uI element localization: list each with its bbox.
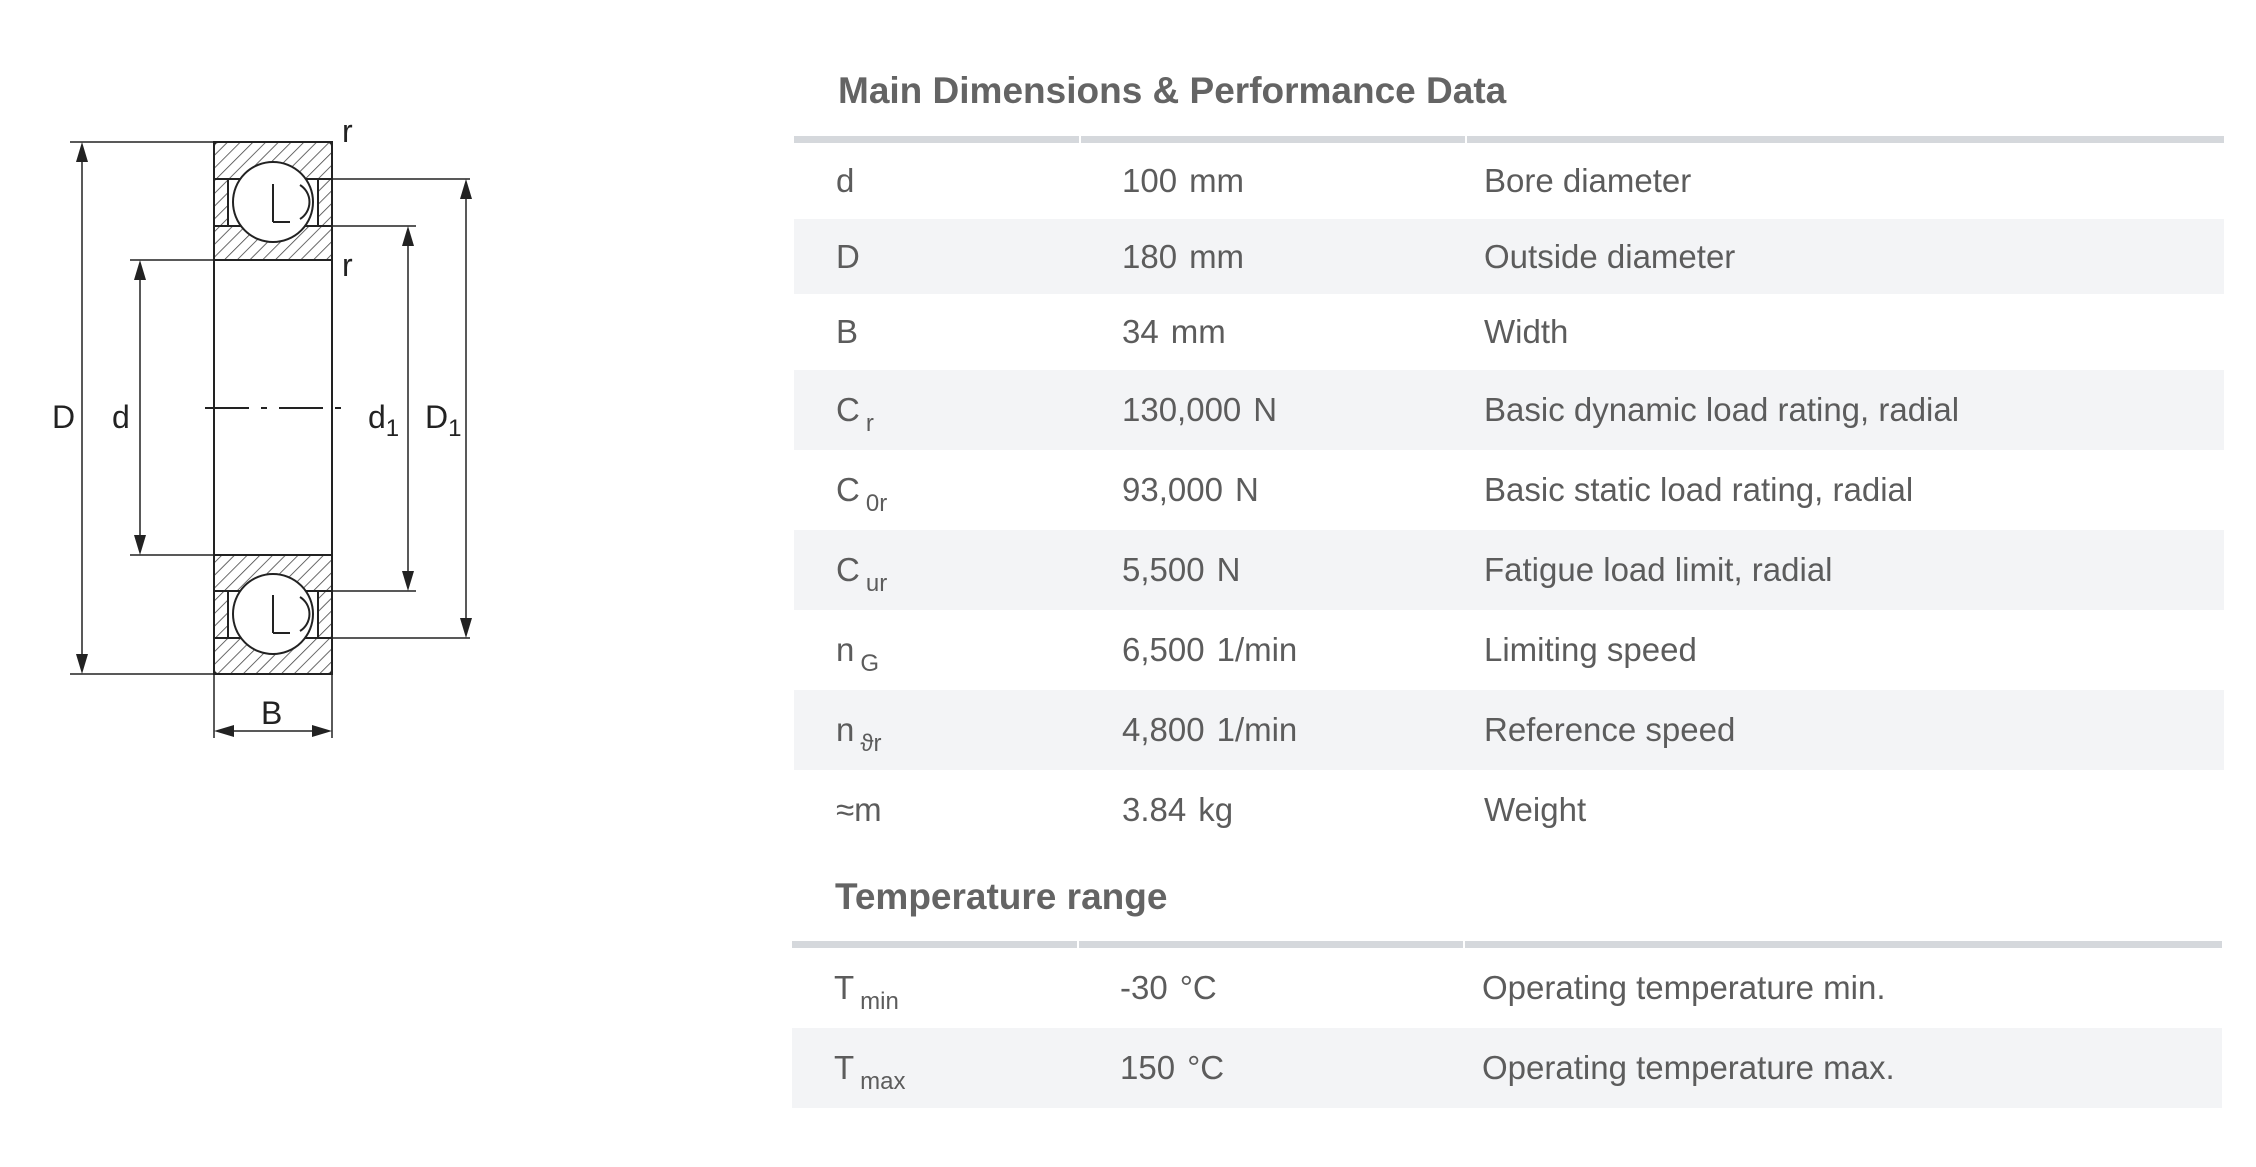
symbol-subscript: min [860, 988, 899, 1015]
label-r-top: r [342, 113, 353, 149]
symbol: T [834, 1049, 855, 1086]
description-cell: Basic dynamic load rating, radial [1466, 370, 2224, 450]
table-row [794, 530, 2224, 610]
value-cell [1078, 948, 1464, 1028]
unit: mm [1189, 162, 1245, 199]
symbol: B [836, 313, 859, 350]
value: 5,500 [1122, 551, 1205, 588]
symbol-cell [794, 690, 1080, 770]
value-cell [1080, 143, 1466, 219]
main-dimensions-table [794, 136, 2224, 850]
value-cell [1078, 1028, 1464, 1108]
table-row [794, 370, 2224, 450]
value: 180 [1122, 237, 1178, 275]
description-cell: Limiting speed [1484, 631, 1697, 668]
symbol-cell [794, 610, 1080, 690]
symbol-cell [794, 530, 1080, 610]
table-row [794, 770, 2224, 850]
description-cell: Bore diameter [1484, 162, 1692, 199]
label-D1: $D_1$ [425, 399, 462, 442]
label-d: d [112, 399, 130, 435]
table-row [792, 948, 2222, 1028]
symbol-cell [792, 1028, 1078, 1108]
symbol-cell [794, 370, 1080, 450]
description-cell: Width [1484, 313, 1569, 350]
symbol-cell [794, 294, 1080, 370]
symbol-subscript: 0r [865, 490, 888, 517]
symbol: T [834, 969, 855, 1006]
value: 130,000 [1122, 391, 1242, 428]
unit: 1/min [1216, 711, 1298, 748]
unit: 1/min [1216, 631, 1298, 668]
value-cell [1080, 690, 1466, 770]
value: 34 [1122, 313, 1159, 350]
description-cell: Fatigue load limit, radial [1466, 530, 2224, 610]
symbol-subscript: ur [865, 570, 888, 597]
symbol-cell [794, 143, 1080, 219]
value: 4,800 [1122, 711, 1205, 748]
value: 93,000 [1122, 471, 1223, 508]
table-row [794, 143, 2224, 219]
label-B: B [261, 695, 283, 731]
symbol-cell [792, 948, 1078, 1028]
table-row [794, 690, 2224, 770]
symbol: C [836, 391, 860, 428]
value: 6,500 [1122, 631, 1205, 668]
bearing-cross-section-drawing [0, 0, 520, 780]
label-r-bottom: r [342, 247, 353, 283]
label-d1: $d_1$ [368, 399, 400, 442]
temperature-table [792, 941, 2222, 1108]
unit: °C [1179, 969, 1217, 1006]
value-cell [1080, 294, 1466, 370]
description-cell: Operating temperature max. [1464, 1028, 2222, 1108]
value: -30 [1120, 969, 1168, 1006]
value-cell [1080, 770, 1466, 850]
table-row [794, 294, 2224, 370]
unit: N [1234, 471, 1259, 508]
description-cell: Outside diameter [1466, 219, 2224, 294]
description-cell: Reference speed [1466, 690, 2224, 770]
value-cell [1080, 610, 1466, 690]
symbol-cell [794, 219, 1080, 294]
symbol: ≈m [836, 791, 882, 828]
unit: N [1216, 551, 1241, 588]
description-cell: Operating temperature min. [1482, 969, 1886, 1006]
temperature-section-title: Temperature range [835, 876, 1168, 917]
value: 150 [1120, 1049, 1176, 1086]
label-D: D [52, 399, 76, 435]
value-cell [1080, 370, 1466, 450]
symbol: C [836, 471, 860, 508]
symbol: C [836, 551, 860, 588]
unit: °C [1187, 1049, 1225, 1086]
unit: mm [1189, 237, 1245, 275]
value: 100 [1122, 162, 1178, 199]
symbol: n [836, 711, 855, 748]
symbol: D [836, 237, 860, 275]
main-section-title: Main Dimensions & Performance Data [838, 70, 1507, 111]
value-cell [1080, 219, 1466, 294]
value: 3.84 [1122, 791, 1187, 828]
value-cell [1080, 450, 1466, 530]
symbol-subscript: max [860, 1068, 906, 1095]
symbol-cell [794, 770, 1080, 850]
table-row [794, 450, 2224, 530]
description-cell: Basic static load rating, radial [1484, 471, 1914, 508]
table-header-rule [792, 941, 2222, 948]
description-cell: Weight [1484, 791, 1587, 828]
table-header-rule [794, 136, 2224, 143]
value-cell [1080, 530, 1466, 610]
symbol: d [836, 162, 855, 199]
unit: mm [1170, 313, 1226, 350]
table-row [794, 219, 2224, 294]
symbol-subscript: r [865, 410, 874, 437]
symbol-subscript: ϑr [860, 730, 882, 757]
table-row [794, 610, 2224, 690]
table-row [792, 1028, 2222, 1108]
symbol-cell [794, 450, 1080, 530]
unit: kg [1198, 791, 1234, 828]
unit: N [1253, 391, 1278, 428]
symbol: n [836, 631, 855, 668]
symbol-subscript: G [860, 650, 880, 677]
